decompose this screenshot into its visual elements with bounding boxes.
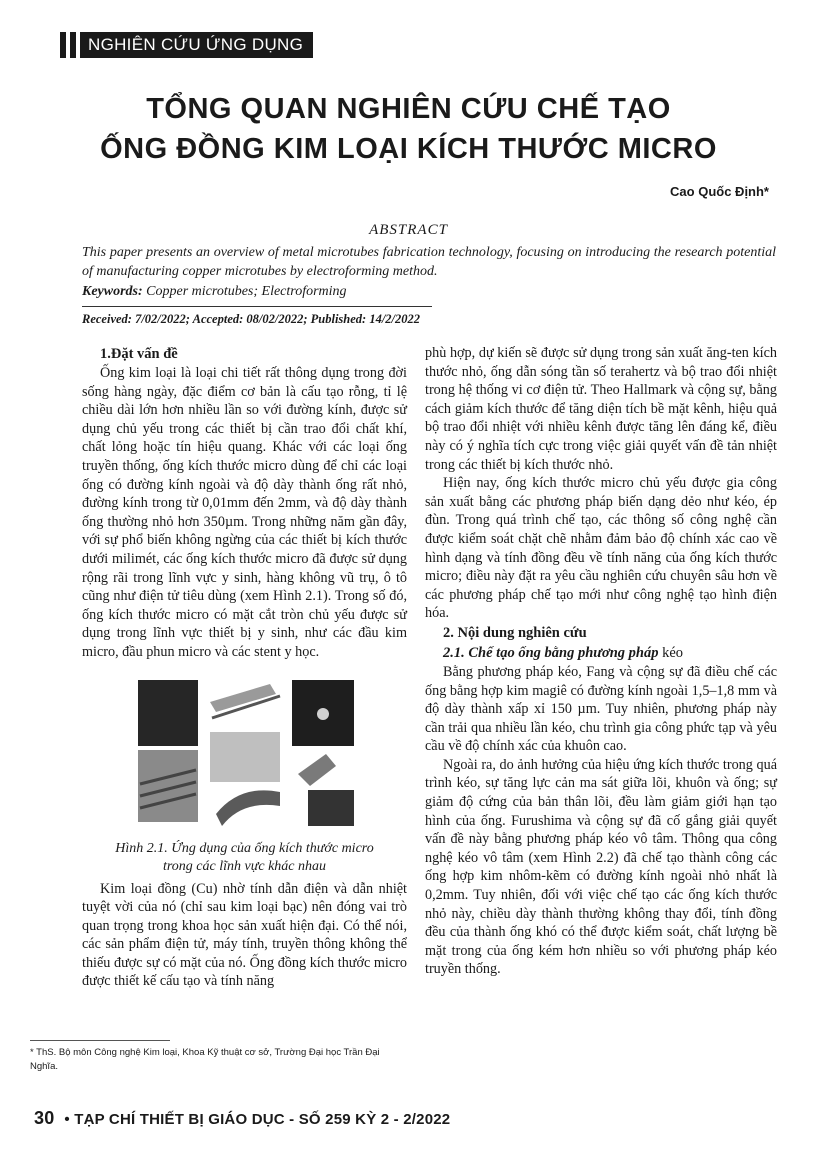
figure-panel-tube — [308, 790, 354, 826]
section-header — [60, 32, 313, 58]
section-2-1-heading-plain: kéo — [662, 644, 684, 661]
footnote-divider — [30, 1040, 170, 1041]
page-footer — [34, 1108, 450, 1129]
column-2-paragraph-4: Ngoài ra, do ảnh hưởng của hiệu ứng kích thước trong quá trình kéo, sự tăng lực cản ma sát giữa lõi, khuôn và ống; sự giảm độ cứng của bản thân lõi, đều làm giảm giới hạn tạo hình của ống. Furushima và cộng sự đã cố gắng giải quyết vấn đề này bằng phương pháp kéo vô tâm. Thông qua công nghệ kéo vô tâm (xem Hình 2.2) đã chế tạo thành công các ống hợp kim nhôm-kẽm có đường kính ngoài nhỏ nhất là 0,2mm. Tuy nhiên, đối với việc chế tạo các ống kích thước nhỏ này, chiều dày thành thường không thay đổi, tính đồng đều của thành ống khó có thể được kiểm soát, chất lượng bề mặt trong của ống kém hơn nhiều so với phương pháp kéo truyền thống. — [425, 756, 777, 978]
column-left — [82, 344, 407, 991]
publication-dates: Received: 7/02/2022; Accepted: 08/02/2022; Published: 14/2/2022 — [82, 312, 421, 326]
page-number: 30 — [34, 1108, 55, 1128]
divider — [82, 306, 432, 307]
title-line-1: TỔNG QUAN NGHIÊN CỨU CHẾ TẠO — [146, 93, 671, 125]
column-right — [425, 344, 777, 979]
section-1-heading: 1.Đặt vấn đề — [100, 346, 178, 362]
figure-caption-line-1: Hình 2.1. Ứng dụng của ống kích thước micro — [115, 840, 374, 856]
column-2-paragraph-2: Hiện nay, ống kích thước micro chủ yếu được gia công sản xuất bằng các phương pháp biến dạng dẻo như kéo, ép đùn. Trong quá trình chế tạo, các thông số công nghệ cần được kiểm soát chặt chẽ nhằm đảm bảo độ chính xác cao về hình dạng và tính đồng đều về tính năng của ống kích thước micro; điều này đặt ra yêu cầu nghiên cứu chuyên sâu hơn về các phương pháp chế tạo mới như công nghệ tạo hình điện hóa. — [425, 475, 777, 622]
title-line-2: ỐNG ĐỒNG KIM LOẠI KÍCH THƯỚC MICRO — [100, 133, 717, 165]
section-2-heading: 2. Nội dung nghiên cứu — [443, 624, 587, 641]
figure-panel-grey — [210, 732, 280, 782]
section-2-1-heading — [425, 643, 777, 663]
author: Cao Quốc Định* — [670, 184, 769, 199]
keywords-label: Keywords: — [82, 284, 143, 299]
section-1-paragraph-1: Ống kim loại là loại chi tiết rất thông dụng trong đời sống hàng ngày, đặc điểm cơ bản là cấu tạo rỗng, tỉ lệ chiều dài lớn hơn nhiều lần so với đường kính, được sử dụng chủ yếu trong các thiết bị cần trao đổi chất khí, chất lỏng hoặc tín hiệu quang. Khác với các loại ống truyền thống, ống kích thước micro dùng để chỉ các loại ống có đường kính ngoài và độ dày thành ống rất nhỏ, đường kính trong từ 0,01mm đến 2mm, và độ dày thành ống thường nhỏ hơn 350µm. Trong những năm gần đây, với sự phổ biến không ngừng của các thiết bị kích thước dưới milimét, các ống kích thước micro đã được sử dụng rộng rãi trong lĩnh vực y sinh, hàng không vũ trụ, ô tô cũng như điện tử tiêu dùng (xem Hình 2.1). Trong số đó, ống kích thước micro có mặt cắt tròn chủ yếu được sử dụng trong lĩnh vực thiết bị y sinh, như các đầu kim micro, đầu phun micro và các stent y học. — [82, 365, 407, 660]
section-2-1-heading-italic: 2.1. Chế tạo ống bằng phương pháp — [443, 644, 659, 661]
figure-panel-texture — [138, 750, 198, 822]
figure-panel-dark — [138, 680, 198, 746]
keywords — [82, 284, 347, 300]
column-2-paragraph-1: phù hợp, dự kiến sẽ được sử dụng trong sản xuất ăng-ten kích thước nhỏ, ống dẫn sóng tần số terahertz và bộ trao đổi nhiệt trong hệ thống vi cơ điện tử. Theo Hallmark và cộng sự, bằng cách giảm kích thước để tăng diện tích bề mặt kênh, hiệu quả bộ trao đổi nhiệt với nhiều kênh được tăng lên đáng kể, điều này có ý nghĩa tích cực trong việc giải quyết vấn đề tản nhiệt trong các thiết bị kích thước nhỏ. — [425, 345, 777, 473]
keywords-text: Copper microtubes; Electroforming — [146, 284, 347, 299]
journal-footer: • TẠP CHÍ THIẾT BỊ GIÁO DỤC - SỐ 259 KỲ 2 - 2/2022 — [64, 1111, 451, 1128]
figure-2-1-image — [130, 674, 360, 834]
section-1-paragraph-2: Kim loại đồng (Cu) nhờ tính dẫn điện và dẫn nhiệt tuyệt vời của nó (chỉ sau kim loại bạc) nên đóng vai trò quan trọng trong khoa học sản xuất hiện đại. Có thể nói, các sản phẩm điện tử, máy tính, truyền thông không thể thiếu được sự có mặt của nó. Ống đồng kích thước micro được thiết kế cấu tạo và tính năng — [82, 880, 407, 990]
header-bar — [70, 32, 76, 58]
abstract-heading: ABSTRACT — [369, 222, 448, 238]
section-label: NGHIÊN CỨU ỨNG DỤNG — [80, 32, 313, 58]
figure-caption — [82, 840, 407, 876]
footnote: * ThS. Bộ môn Công nghệ Kim loại, Khoa Kỹ thuật cơ sở, Trường Đại học Trần Đại Nghĩa. — [30, 1047, 380, 1072]
figure-caption-line-2: trong các lĩnh vực khác nhau — [162, 858, 327, 874]
abstract-text: This paper presents an overview of metal microtubes fabrication technology, focusing on introducing the research potential of manufacturing copper microtubes by electroforming method. — [82, 245, 776, 279]
header-bar — [60, 32, 66, 58]
column-2-paragraph-3: Bằng phương pháp kéo, Fang và cộng sự đã điều chế các ống bằng hợp kim magiê có đường kính ngoài 1,5–1,8 mm và độ dày thành xấp xỉ 150 µm. Tuy nhiên, phương pháp này cần trải qua nhiều lần kéo, chu trình gia công phức tạp và yêu cầu về độ chính xác của khuôn cao. — [425, 663, 777, 755]
